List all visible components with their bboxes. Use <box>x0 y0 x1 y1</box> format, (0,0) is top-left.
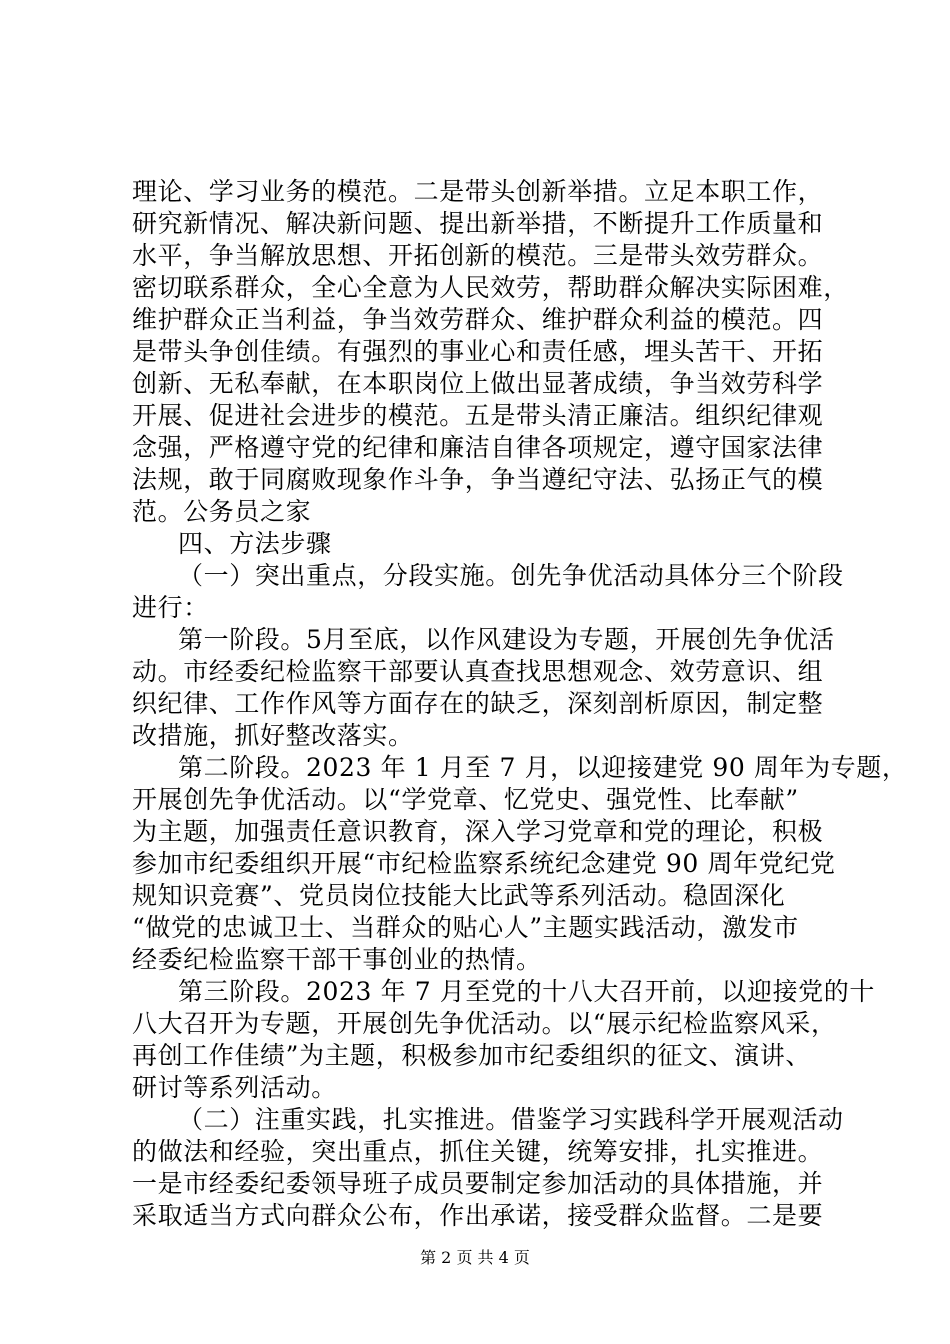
text-line: 是带头争创佳绩。有强烈的事业心和责任感，埋头苦干、开拓 <box>132 337 824 366</box>
text-line: 采取适当方式向群众公布，作出承诺，接受群众监督。二是要 <box>132 1201 824 1230</box>
text-line: 法规，敢于同腐败现象作斗争，争当遵纪守法、弘扬正气的模 <box>132 465 824 494</box>
paragraph-first-line: 第一阶段。5月至底，以作风建设为专题，开展创先争优活 <box>178 625 835 654</box>
text-line: 念强，严格遵守党的纪律和廉洁自律各项规定，遵守国家法律 <box>132 433 824 462</box>
text-line: 研究新情况、解决新问题、提出新举措，不断提升工作质量和 <box>132 209 824 238</box>
text-line: 维护群众正当利益，争当效劳群众、维护群众利益的模范。四 <box>132 305 824 334</box>
text-line: 理论、学习业务的模范。二是带头创新举措。立足本职工作， <box>132 177 824 206</box>
paragraph-first-line: （二）注重实践，扎实推进。借鉴学习实践科学开展观活动 <box>178 1105 844 1134</box>
text-line: 织纪律、工作作风等方面存在的缺乏，深刻剖析原因，制定整 <box>132 689 824 718</box>
paragraph-first-line: （一）突出重点，分段实施。创先争优活动具体分三个阶段 <box>178 561 844 590</box>
text-line: 研讨等系列活动。 <box>132 1073 337 1102</box>
text-line: 开展、促进社会进步的模范。五是带头清正廉洁。组织纪律观 <box>132 401 824 430</box>
text-line: 开展创先争优活动。以“学党章、忆党史、强党性、比奉献” <box>132 785 799 814</box>
paragraph-first-line: 第二阶段。2023 年 1 月至 7 月，以迎接建党 90 周年为专题， <box>178 753 908 782</box>
text-line: 一是市经委纪委领导班子成员要制定参加活动的具体措施，并 <box>132 1169 824 1198</box>
text-line: 参加市纪委组织开展“市纪检监察系统纪念建党 90 周年党纪党 <box>132 849 836 878</box>
text-line: 为主题，加强责任意识教育，深入学习党章和党的理论，积极 <box>132 817 824 846</box>
text-line: 再创工作佳绩”为主题，积极参加市纪委组织的征文、演讲、 <box>132 1041 811 1070</box>
text-line: 范。公务员之家 <box>132 497 312 526</box>
text-line: 动。市经委纪检监察干部要认真查找思想观念、效劳意识、组 <box>132 657 824 686</box>
text-line: 经委纪检监察干部干事创业的热情。 <box>132 945 542 974</box>
paragraph-first-line: 第三阶段。2023 年 7 月至党的十八大召开前，以迎接党的十 <box>178 977 875 1006</box>
text-line: 密切联系群众，全心全意为人民效劳，帮助群众解决实际困难， <box>132 273 849 302</box>
text-line: 的做法和经验，突出重点，抓住关键，统筹安排，扎实推进。 <box>132 1137 824 1166</box>
text-line: 改措施，抓好整改落实。 <box>132 721 414 750</box>
text-line: 进行： <box>132 593 209 622</box>
text-line: 规知识竞赛”、党员岗位技能大比武等系列活动。稳固深化 <box>132 881 786 910</box>
text-line: 创新、无私奉献，在本职岗位上做出显著成绩，争当效劳科学 <box>132 369 824 398</box>
section-heading: 四、方法步骤 <box>178 529 332 558</box>
text-line: 水平，争当解放思想、开拓创新的模范。三是带头效劳群众。 <box>132 241 824 270</box>
page-footer: 第 2 页 共 4 页 <box>420 1248 530 1267</box>
text-line: 八大召开为专题，开展创先争优活动。以“展示纪检监察风采， <box>132 1009 837 1038</box>
text-line: “做党的忠诚卫士、当群众的贴心人”主题实践活动，激发市 <box>132 913 799 942</box>
